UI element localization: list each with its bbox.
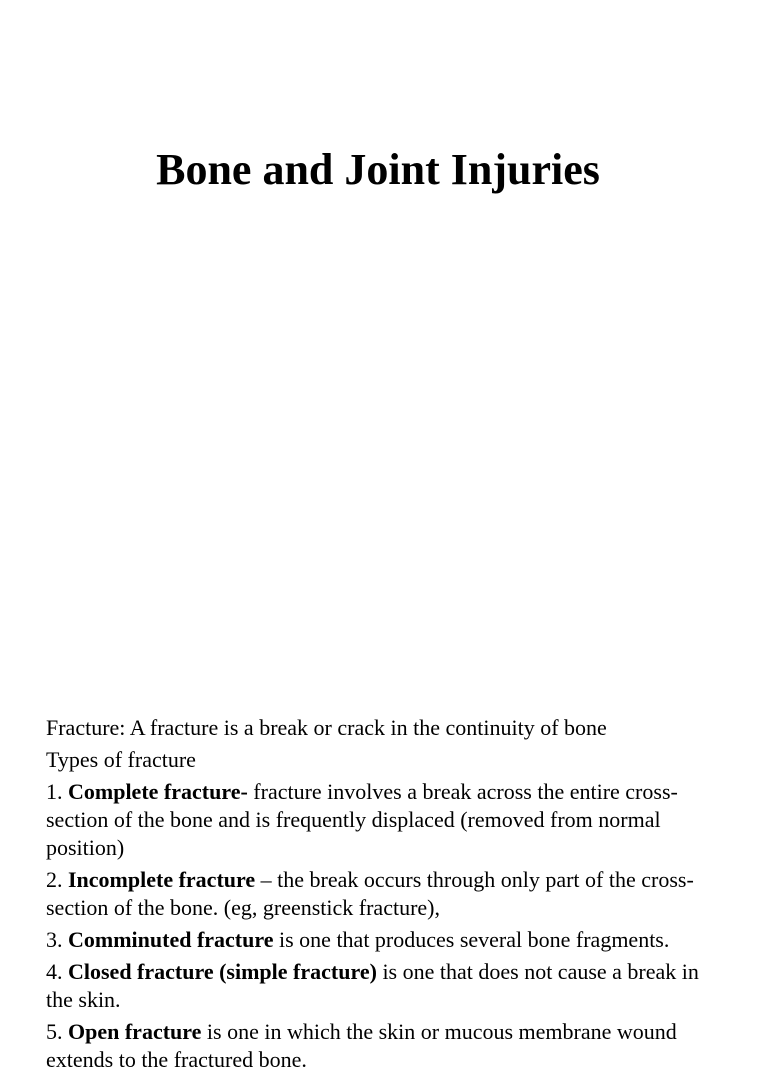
item-number: 1. — [46, 779, 68, 804]
item-description: is one that does not cause a break in the skin. — [46, 959, 699, 1012]
slide-body — [46, 714, 718, 1078]
list-item-incomplete-fracture — [46, 866, 718, 922]
list-item-comminuted-fracture — [46, 926, 718, 954]
types-heading: Types of fracture — [46, 747, 196, 772]
item-description: is one that produces several bone fragments. — [273, 927, 670, 952]
item-number: 2. — [46, 867, 68, 892]
item-number: 4. — [46, 959, 68, 984]
list-item-complete-fracture — [46, 778, 718, 862]
item-term: Incomplete fracture — [68, 867, 256, 892]
item-number: 3. — [46, 927, 68, 952]
item-description: fracture involves a break across the entire cross-section of the bone and is frequently displaced (removed from normal position) — [46, 779, 678, 860]
slide-title: Bone and Joint Injuries — [156, 145, 600, 194]
item-description: is one in which the skin or mucous membrane wound extends to the fractured bone. — [46, 1019, 677, 1072]
list-item-open-fracture — [46, 1018, 718, 1074]
item-term: Complete fracture- — [68, 779, 248, 804]
fracture-definition: Fracture: A fracture is a break or crack in the continuity of bone — [46, 715, 607, 740]
item-number: 5. — [46, 1019, 68, 1044]
item-term: Closed fracture (simple fracture) — [68, 959, 377, 984]
list-item-closed-fracture — [46, 958, 718, 1014]
item-description: – the break occurs through only part of the cross-section of the bone. (eg, greenstick fracture), — [46, 867, 694, 920]
item-term: Comminuted fracture — [68, 927, 274, 952]
item-term: Open fracture — [68, 1019, 202, 1044]
